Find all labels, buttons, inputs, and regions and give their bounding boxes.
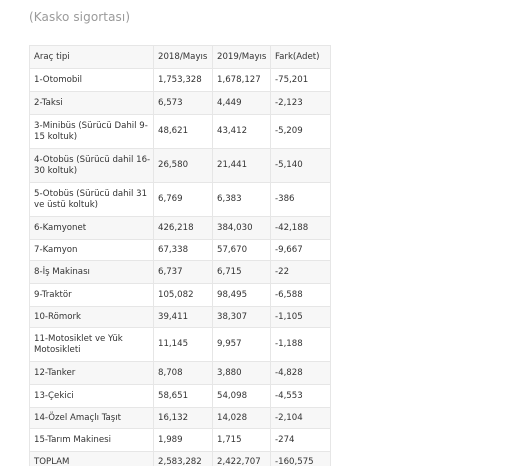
table-cell: 9,957 xyxy=(213,328,271,362)
table-header-row xyxy=(30,46,331,69)
table-cell: 8,708 xyxy=(154,362,213,385)
table-cell: 4,449 xyxy=(213,92,271,115)
table-cell: 10-Römork xyxy=(30,307,154,328)
table-row xyxy=(30,92,331,115)
table-cell: 6,737 xyxy=(154,261,213,284)
table-row xyxy=(30,240,331,261)
table-body xyxy=(30,46,331,466)
table-cell: 2-Taksi xyxy=(30,92,154,115)
table-cell: -274 xyxy=(271,429,331,452)
table-cell: 58,651 xyxy=(154,385,213,408)
caption: (Kasko sigortası) xyxy=(29,10,131,24)
header-cell: 2018/Mayıs xyxy=(154,46,213,69)
table-row xyxy=(30,69,331,92)
table-cell: 11,145 xyxy=(154,328,213,362)
table-row xyxy=(30,149,331,183)
table-cell: -42,188 xyxy=(271,217,331,240)
table-row xyxy=(30,115,331,149)
table-cell: 15-Tarım Makinesi xyxy=(30,429,154,452)
table-cell: 8-İş Makinası xyxy=(30,261,154,284)
table-cell: -5,209 xyxy=(271,115,331,149)
table-row xyxy=(30,328,331,362)
table-cell: TOPLAM xyxy=(30,452,154,466)
table-cell: 4-Otobüs (Sürücü dahil 16-30 koltuk) xyxy=(30,149,154,183)
table-cell: -1,188 xyxy=(271,328,331,362)
table-cell: -5,140 xyxy=(271,149,331,183)
table-cell: 14,028 xyxy=(213,408,271,429)
header-cell: Fark(Adet) xyxy=(271,46,331,69)
table-cell: 384,030 xyxy=(213,217,271,240)
table-cell: 38,307 xyxy=(213,307,271,328)
table-cell: -160,575 xyxy=(271,452,331,466)
table-cell: 6,715 xyxy=(213,261,271,284)
table-cell: 21,441 xyxy=(213,149,271,183)
table-cell: 39,411 xyxy=(154,307,213,328)
table-cell: 3,880 xyxy=(213,362,271,385)
table-row xyxy=(30,217,331,240)
table-cell: 67,338 xyxy=(154,240,213,261)
table-cell: 48,621 xyxy=(154,115,213,149)
table-cell: 12-Tanker xyxy=(30,362,154,385)
table-cell: 7-Kamyon xyxy=(30,240,154,261)
table-cell: -22 xyxy=(271,261,331,284)
table-cell: 13-Çekici xyxy=(30,385,154,408)
table-cell: 1,989 xyxy=(154,429,213,452)
table-row xyxy=(30,284,331,307)
table-cell: -4,828 xyxy=(271,362,331,385)
table-cell: 14-Özel Amaçlı Taşıt xyxy=(30,408,154,429)
table-cell: 1,753,328 xyxy=(154,69,213,92)
table-cell: 57,670 xyxy=(213,240,271,261)
table-cell: -2,104 xyxy=(271,408,331,429)
table-cell: 26,580 xyxy=(154,149,213,183)
table-cell: 5-Otobüs (Sürücü dahil 31 ve üstü koltuk) xyxy=(30,183,154,217)
table-cell: 1,678,127 xyxy=(213,69,271,92)
table-cell: -1,105 xyxy=(271,307,331,328)
table-cell: 3-Minibüs (Sürücü Dahil 9-15 koltuk) xyxy=(30,115,154,149)
table-cell: -386 xyxy=(271,183,331,217)
table-row xyxy=(30,452,331,466)
table-cell: 1-Otomobil xyxy=(30,69,154,92)
table-row xyxy=(30,261,331,284)
table-cell: 6-Kamyonet xyxy=(30,217,154,240)
table-cell: -9,667 xyxy=(271,240,331,261)
table-row xyxy=(30,385,331,408)
table-cell: -2,123 xyxy=(271,92,331,115)
table-cell: -75,201 xyxy=(271,69,331,92)
table-cell: -4,553 xyxy=(271,385,331,408)
header-cell: Araç tipi xyxy=(30,46,154,69)
table-cell: 6,573 xyxy=(154,92,213,115)
table-cell: 1,715 xyxy=(213,429,271,452)
table-cell: 105,082 xyxy=(154,284,213,307)
table-cell: 2,422,707 xyxy=(213,452,271,466)
table-cell: 11-Motosiklet ve Yük Motosikleti xyxy=(30,328,154,362)
table-cell: 426,218 xyxy=(154,217,213,240)
table-row xyxy=(30,183,331,217)
header-cell: 2019/Mayıs xyxy=(213,46,271,69)
table-cell: -6,588 xyxy=(271,284,331,307)
table-cell: 6,383 xyxy=(213,183,271,217)
table-container xyxy=(29,45,331,466)
table-row xyxy=(30,362,331,385)
table-cell: 16,132 xyxy=(154,408,213,429)
table-row xyxy=(30,408,331,429)
vehicle-insurance-table xyxy=(29,45,331,466)
table-cell: 6,769 xyxy=(154,183,213,217)
table-cell: 2,583,282 xyxy=(154,452,213,466)
table-cell: 54,098 xyxy=(213,385,271,408)
table-row xyxy=(30,429,331,452)
table-cell: 98,495 xyxy=(213,284,271,307)
table-row xyxy=(30,307,331,328)
table-cell: 43,412 xyxy=(213,115,271,149)
table-cell: 9-Traktör xyxy=(30,284,154,307)
